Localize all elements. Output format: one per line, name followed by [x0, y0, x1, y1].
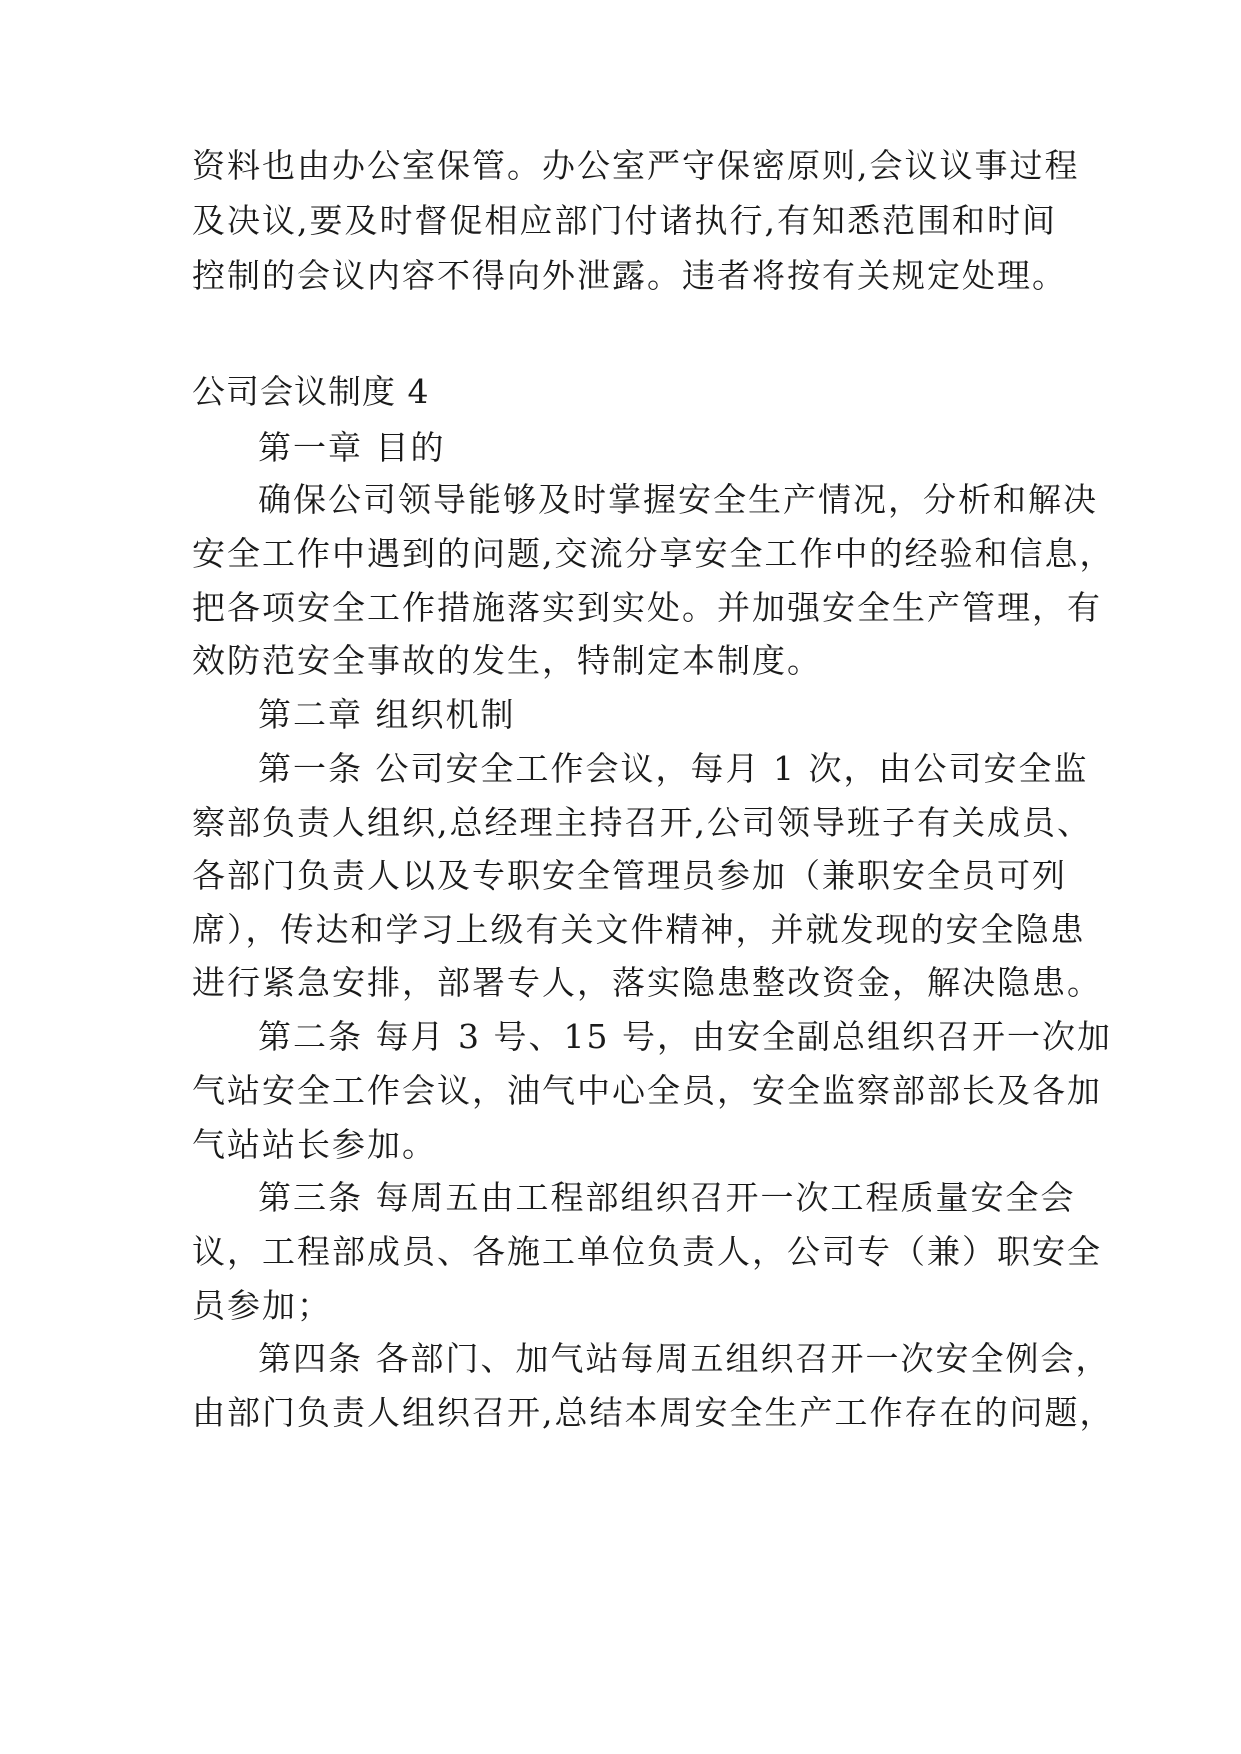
- paragraph-line: 及决议,要及时督促相应部门付诸执行,有知悉范围和时间: [192, 201, 1057, 240]
- paragraph-line: 各部门负责人以及专职安全管理员参加（兼职安全员可列: [192, 856, 1067, 895]
- paragraph-line: 控制的会议内容不得向外泄露。违者将按有关规定处理。: [192, 256, 1067, 295]
- paragraph-line: 安全工作中遇到的问题,交流分享安全工作中的经验和信息，: [192, 534, 1115, 573]
- paragraph-line: 察部负责人组织,总经理主持召开,公司领导班子有关成员、: [192, 803, 1092, 842]
- paragraph-line: 员参加；: [192, 1286, 332, 1325]
- article-line: 第一条 公司安全工作会议，每月 1 次，由公司安全监: [258, 749, 1089, 788]
- paragraph-line: 议，工程部成员、各施工单位负责人，公司专（兼）职安全: [192, 1232, 1102, 1271]
- paragraph-line: 进行紧急安排，部署专人，落实隐患整改资金，解决隐患。: [192, 963, 1102, 1002]
- article-line: 第三条 每周五由工程部组织召开一次工程质量安全会: [258, 1178, 1076, 1217]
- chapter-heading: 第二章 组织机制: [258, 695, 516, 734]
- chapter-heading: 第一章 目的: [258, 428, 446, 467]
- paragraph-line: 席），传达和学习上级有关文件精神，并就发现的安全隐患: [192, 910, 1086, 949]
- section-title: 公司会议制度 4: [192, 372, 430, 411]
- article-line: 第二条 每月 3 号、15 号，由安全副总组织召开一次加: [258, 1017, 1112, 1056]
- article-line: 第四条 各部门、加气站每周五组织召开一次安全例会，: [258, 1339, 1111, 1378]
- paragraph-line: 气站安全工作会议，油气中心全员，安全监察部部长及各加: [192, 1071, 1102, 1110]
- paragraph-line: 把各项安全工作措施落实到实处。并加强安全生产管理，有: [192, 588, 1102, 627]
- paragraph-line: 气站站长参加。: [192, 1125, 437, 1164]
- paragraph-line: 效防范安全事故的发生，特制定本制度。: [192, 641, 822, 680]
- paragraph-line: 确保公司领导能够及时掌握安全生产情况，分析和解决: [258, 480, 1098, 519]
- paragraph-line: 资料也由办公室保管。办公室严守保密原则,会议议事过程: [192, 146, 1080, 185]
- paragraph-line: 由部门负责人组织召开,总结本周安全生产工作存在的问题，: [192, 1393, 1115, 1432]
